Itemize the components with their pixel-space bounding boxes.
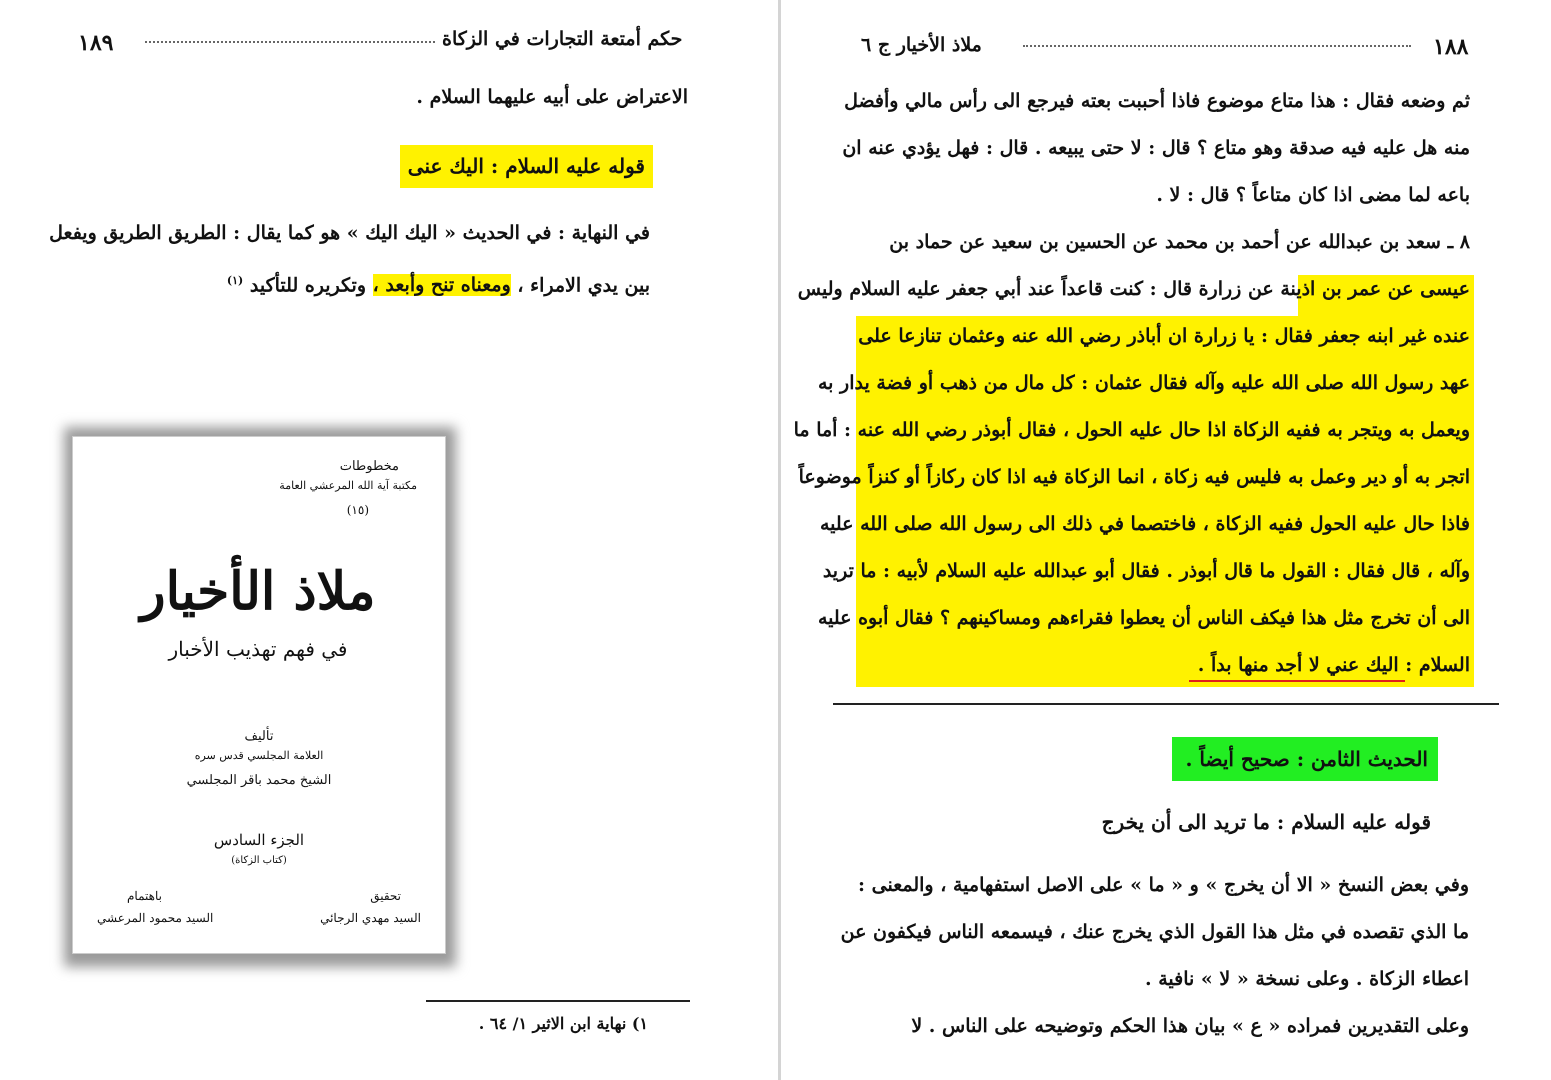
page-number: ١٨٩ bbox=[78, 30, 114, 56]
footnote-rule bbox=[426, 1000, 690, 1002]
red-underline bbox=[1189, 680, 1405, 682]
cover-series-number: (١٥) bbox=[346, 503, 369, 517]
cover-title: ملاذ الأخيار bbox=[140, 561, 376, 622]
cover-subtitle: في فهم تهذيب الأخبار bbox=[168, 637, 348, 661]
cover-editor-name: السيد مهدي الرجائي bbox=[320, 911, 421, 925]
cover-author-label: تأليف bbox=[244, 729, 274, 744]
highlighted-line: فاذا حال عليه الحول ففيه الزكاة ، فاختصما في ذلك الى رسول الله صلى الله عليه bbox=[819, 513, 1470, 535]
highlighted-phrase: ومعناه تنح وأبعد ، bbox=[372, 274, 511, 297]
section-rule bbox=[833, 703, 1499, 705]
footnote: ١) نهاية ابن الاثير ١/ ٦٤ . bbox=[478, 1014, 648, 1033]
text-line: عيسى عن عمر بن اذينة عن زرارة قال : كنت قاعداً عند أبي جعفر عليه السلام وليس bbox=[797, 278, 1470, 300]
text-line: منه هل عليه فيه صدقة وهو متاع ؟ قال : لا حتى يبيعه . قال : فهل يؤدي عنه ان bbox=[842, 137, 1470, 159]
cover-supervisor-name: السيد محمود المرعشي bbox=[97, 911, 214, 925]
highlighted-phrase: عن زرارة قال : كنت قاعداً عند أبي جعفر عليه السلام وليس bbox=[797, 278, 1274, 300]
page-number: ١٨٨ bbox=[1433, 34, 1469, 60]
highlighted-line: عنده غير ابنه جعفر فقال : يا زرارة ان أباذر رضي الله عنه وعثمان تنازعا على bbox=[858, 325, 1470, 347]
right-page bbox=[781, 0, 1551, 1080]
cover-supervisor-label: باهتمام bbox=[127, 889, 162, 903]
text-line: باعه لما مضى اذا كان متاعاً ؟ قال : لا . bbox=[1156, 184, 1470, 206]
cover-series-label: مخطوطات bbox=[339, 459, 399, 474]
text-line: ثم وضعه فقال : هذا متاع موضوع فاذا أحببت بعته فيرجع الى رأس مالي وأفضل bbox=[844, 90, 1470, 112]
highlighted-line: عهد رسول الله صلى الله عليه وآله فقال عثمان : كل مال من ذهب أو فضة يدار به bbox=[817, 372, 1470, 394]
footnote-ref: (١) bbox=[226, 274, 244, 287]
text-line: بين يدي الامراء ، ومعناه تنح وأبعد ، وتكريره للتأكيد $^{(١)}$ bbox=[226, 274, 650, 297]
highlighted-line: ويعمل به ويتجر به ففيه الزكاة اذا حال عليه الحول ، فقال أبوذر رضي الله عنه : أما ما bbox=[793, 419, 1470, 441]
paragraph-continuation bbox=[80, 74, 688, 121]
cover-volume: الجزء السادس bbox=[213, 831, 305, 849]
cover-volume-note: (كتاب الزكاة) bbox=[231, 855, 287, 866]
header-dotted-rule bbox=[145, 41, 435, 43]
cover-author-line1: العلامة المجلسي قدس سره bbox=[194, 749, 324, 762]
highlighted-line: اتجر به أو دير وعمل به فليس فيه زكاة ، انما الزكاة فيه اذا كان ركازاً أو كنزاً موضوعاً bbox=[798, 466, 1470, 488]
section-title: الحديث الثامن : صحيح أيضاً . bbox=[1185, 747, 1428, 771]
heading: قوله عليه السلام : اليك عنى bbox=[407, 154, 645, 178]
book-cover bbox=[72, 436, 446, 954]
cover-editor-label: تحقيق bbox=[370, 889, 401, 903]
text-line: في النهاية : في الحديث « اليك اليك » هو كما يقال : الطريق الطريق ويفعل bbox=[49, 222, 650, 244]
highlighted-line: وآله ، قال فقال : القول ما قال أبوذر . فقال أبو عبدالله عليه السلام لأبيه : ما تريد bbox=[822, 560, 1470, 582]
highlighted-line: السلام : اليك عني لا أجد منها بداً . bbox=[1197, 654, 1470, 676]
header-dotted-rule bbox=[1023, 45, 1411, 47]
text-line: ٨ ـ سعد بن عبدالله عن أحمد بن محمد عن الحسين بن سعيد عن حماد بن bbox=[889, 231, 1470, 253]
text-line: الاعتراض على أبيه عليهما السلام . bbox=[416, 86, 688, 108]
running-title: ملاذ الأخيار ج ٦ bbox=[861, 34, 982, 56]
commentary-paragraph bbox=[840, 862, 1469, 1050]
subheading: قوله عليه السلام : ما تريد الى أن يخرج bbox=[1101, 810, 1431, 834]
running-title: حكم أمتعة التجارات في الزكاة bbox=[442, 28, 683, 50]
cover-author-line2: الشيخ محمد باقر المجلسي bbox=[186, 773, 332, 788]
text-line: اعطاء الزكاة . وعلى نسخة « لا » نافية . bbox=[1144, 968, 1469, 990]
paragraph-nihaya bbox=[49, 210, 650, 304]
cover-library: مكتبة آية الله المرعشي العامة bbox=[279, 479, 417, 492]
text-line: وعلى التقديرين فمراده « ع » بيان هذا الحكم وتوضيحه على الناس . لا bbox=[911, 1015, 1469, 1037]
text-line: وفي بعض النسخ « الا أن يخرج » و « ما » على الاصل استفهامية ، والمعنى : bbox=[858, 874, 1469, 896]
highlighted-line: الى أن تخرج مثل هذا فيكف الناس أن يعطوا فقراءهم ومساكينهم ؟ فقال أبوه عليه bbox=[817, 607, 1470, 629]
hadith-paragraph bbox=[793, 78, 1470, 689]
text-line: ما الذي تقصده في مثل هذا القول الذي يخرج عنك ، فيسمعه الناس فيكفون عن bbox=[840, 921, 1469, 943]
